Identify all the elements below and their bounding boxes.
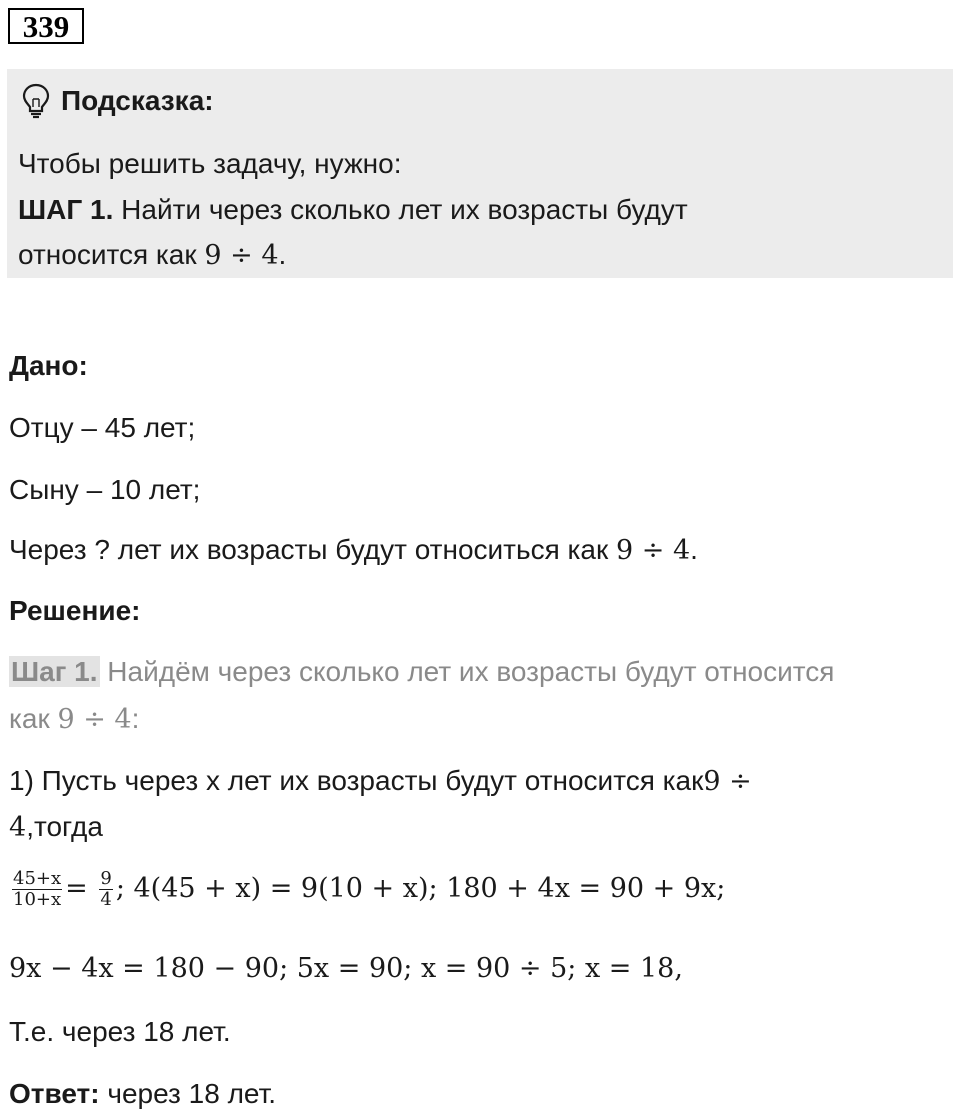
solution-ratio: 9 ÷ 4 <box>57 704 132 735</box>
hint-step-label: ШАГ 1. <box>18 194 114 225</box>
fraction-2-denominator: 4 <box>100 889 112 911</box>
solution-step-label: Шаг 1. <box>11 656 98 687</box>
fraction-2 <box>99 869 112 910</box>
answer-text: через 18 лет. <box>99 1078 277 1109</box>
hint-end: . <box>278 239 287 270</box>
answer-line <box>9 1077 276 1111</box>
answer-label: Ответ: <box>9 1078 100 1109</box>
given-son: Сыну – 10 лет; <box>9 474 201 505</box>
solution-title: Решение: <box>9 595 141 626</box>
solution-point-1-cont <box>9 810 103 845</box>
hint-ratio: 9 ÷ 4 <box>204 240 279 271</box>
fraction-1-numerator: 45+x <box>13 868 62 890</box>
solution-conclusion: Т.е. через 18 лет. <box>9 1016 231 1047</box>
equation-2: 9x − 4x = 180 − 90; 5x = 90; x = 90 ÷ 5; x = 18, <box>9 953 683 984</box>
hint-step-line <box>18 193 688 227</box>
lightbulb-icon <box>21 83 51 119</box>
hint-step-text-2: относится как <box>18 239 205 270</box>
task-number: 339 <box>8 8 84 44</box>
given-ratio: 9 ÷ 4 <box>615 535 691 566</box>
given-question: Через ? лет их возрасты будут относиться как <box>9 534 616 565</box>
hint-title: Подсказка: <box>61 85 214 116</box>
fraction-1 <box>12 869 62 910</box>
solution-point-1 <box>9 764 752 799</box>
point-1-math: 9 ÷ <box>703 766 752 797</box>
solution-step-text: Найдём через сколько лет их возрасты будут относится <box>99 656 835 687</box>
equation-1 <box>9 866 725 911</box>
solution-step-line <box>9 655 834 689</box>
fraction-1-denominator: 10+x <box>13 889 62 911</box>
hint-header <box>21 83 214 119</box>
point-1-text: 1) Пусть через x лет их возрасты будут относится как <box>9 765 704 796</box>
given-father: Отцу – 45 лет; <box>9 412 196 443</box>
point-1-text-2: ,тогда <box>26 811 103 842</box>
solution-colon: : <box>131 703 140 734</box>
hint-step-text: Найти через сколько лет их возрасты будут <box>113 194 688 225</box>
given-title: Дано: <box>9 350 88 381</box>
hint-box <box>7 69 953 278</box>
fraction-2-numerator: 9 <box>100 868 112 890</box>
equation-1-equals: = <box>65 873 97 904</box>
given-question-line <box>9 533 698 568</box>
solution-step-text-2: как <box>9 703 58 734</box>
hint-step-line-2 <box>18 238 286 273</box>
point-1-math-2: 4 <box>9 812 27 843</box>
solution-step-line-2 <box>9 702 139 737</box>
equation-1-rest: ; 4(45 + x) = 9(10 + x); 180 + 4x = 90 + 9x; <box>115 873 726 904</box>
hint-intro: Чтобы решить задачу, нужно: <box>18 148 402 179</box>
given-end: . <box>690 534 698 565</box>
